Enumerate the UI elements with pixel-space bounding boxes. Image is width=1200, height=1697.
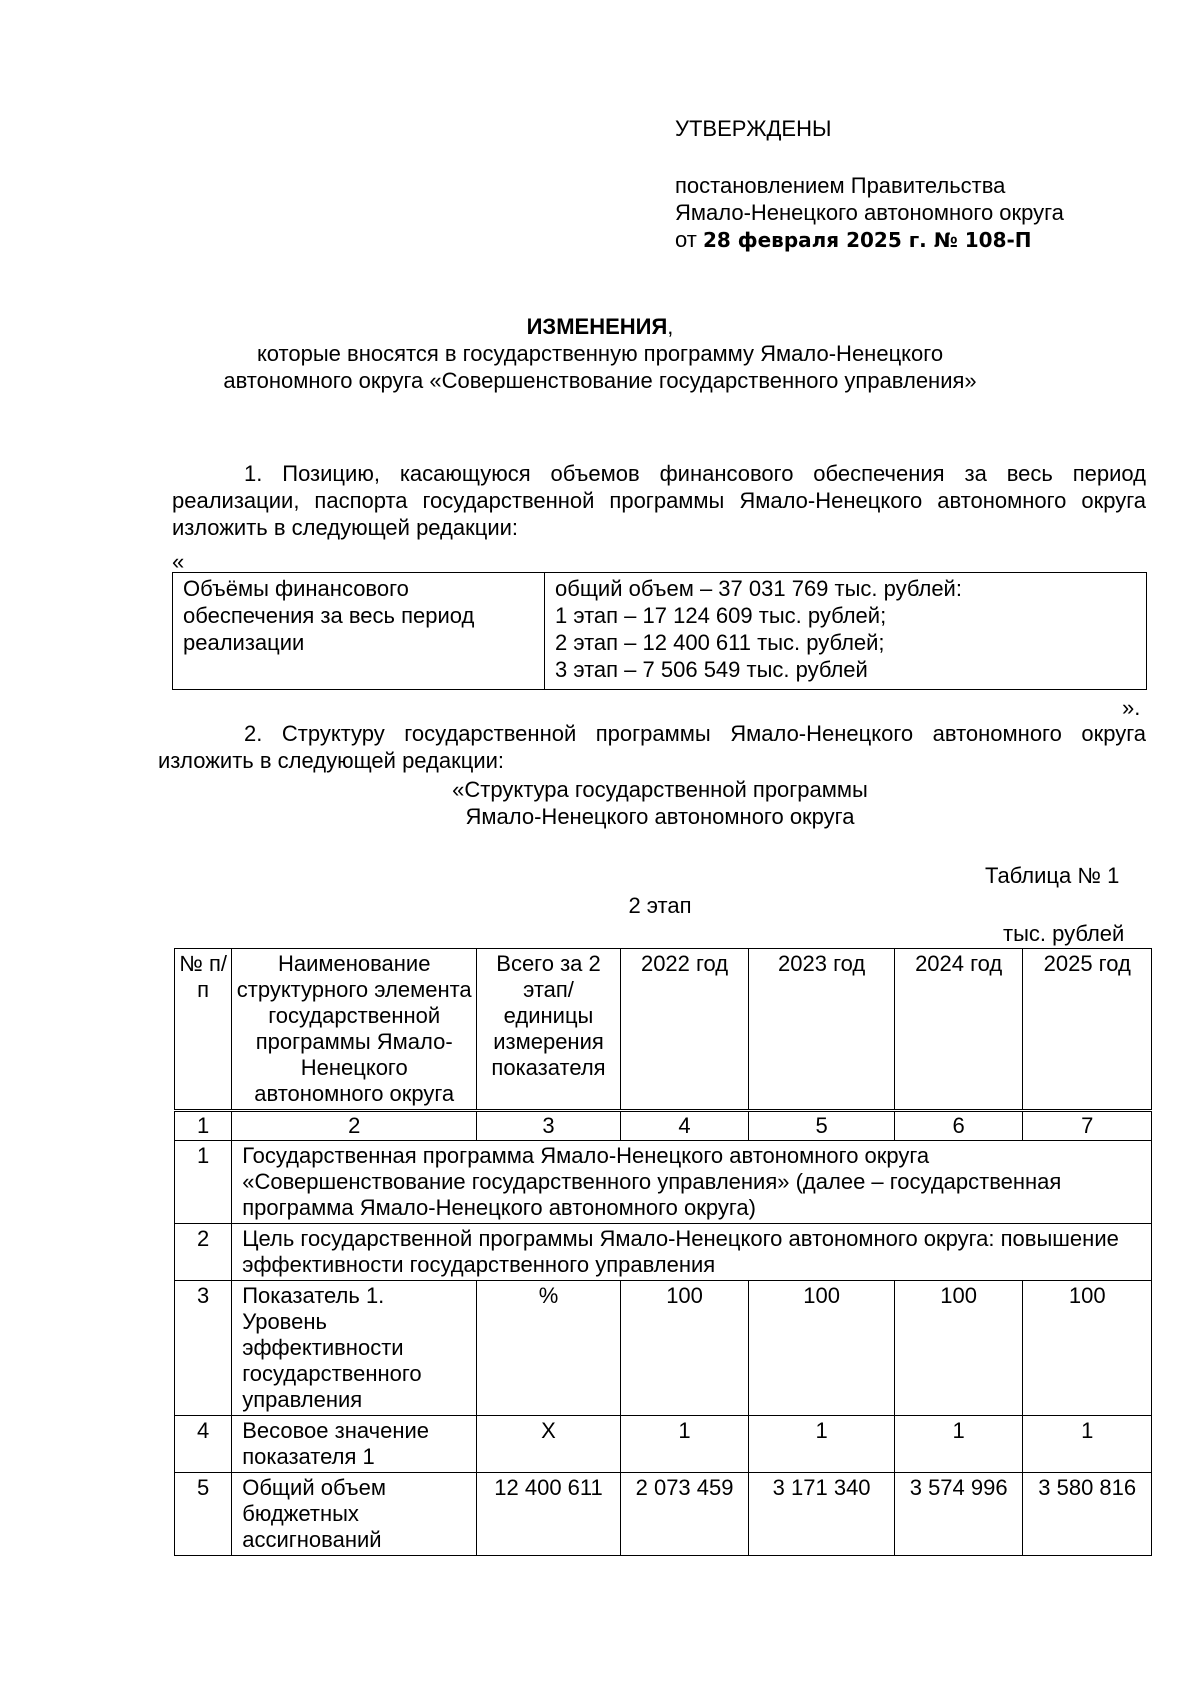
- program-goal: Цель государственной программы Ямало-Ненецкого автономного округа: повышение эффективности государственного управления: [232, 1224, 1152, 1281]
- header-number: № п/п: [175, 949, 232, 1111]
- title-heading: ИЗМЕНЕНИЯ: [526, 314, 668, 339]
- program-name: Государственная программа Ямало-Ненецкого автономного округа «Совершенствование государственного управления» (далее – государственная программа Ямало-Ненецкого автономного округа): [232, 1141, 1152, 1224]
- quote-close: ».: [1122, 695, 1141, 720]
- subtitle-line-1: «Структура государственной программы: [452, 777, 868, 802]
- table-units: тыс. рублей: [1003, 921, 1125, 946]
- title-line-3: автономного округа «Совершенствование государственного управления»: [223, 368, 977, 393]
- row-2022: 2 073 459: [620, 1473, 749, 1556]
- header-2024: 2024 год: [894, 949, 1023, 1111]
- row-number: 3: [175, 1281, 232, 1416]
- table-stage: 2 этап: [628, 893, 692, 918]
- paragraph-1: [172, 460, 1146, 541]
- financing-values: [545, 573, 1147, 690]
- approval-line-1: постановлением Правительства: [675, 173, 1006, 198]
- row-number: 4: [175, 1416, 232, 1473]
- row-2023: 1: [749, 1416, 895, 1473]
- row-total: 12 400 611: [477, 1473, 621, 1556]
- column-number: 5: [749, 1111, 895, 1141]
- row-2024: 100: [894, 1281, 1023, 1416]
- table-row: [175, 1141, 1152, 1224]
- column-number: 7: [1023, 1111, 1152, 1141]
- quote-open: «: [172, 549, 185, 574]
- row-2024: 3 574 996: [894, 1473, 1023, 1556]
- financing-label: Объёмы финансового обеспечения за весь период реализации: [173, 573, 545, 690]
- row-2022: 1: [620, 1416, 749, 1473]
- paragraph-1-number: 1.: [244, 461, 263, 486]
- approval-reference: [675, 172, 1064, 254]
- header-total: Всего за 2 этап/ единицы измерения показателя: [477, 949, 621, 1111]
- approved-stamp: УТВЕРЖДЕНЫ: [675, 116, 832, 141]
- paragraph-2-number: 2.: [244, 721, 263, 746]
- table-number: Таблица № 1: [985, 863, 1120, 888]
- structure-table: [174, 948, 1152, 1556]
- financing-stage-3: 3 этап – 7 506 549 тыс. рублей: [555, 657, 868, 682]
- header-2025: 2025 год: [1023, 949, 1152, 1111]
- decree-date-number: 28 февраля 2025 г. № 108-П: [702, 228, 1032, 252]
- row-number: 1: [175, 1141, 232, 1224]
- row-2024: 1: [894, 1416, 1023, 1473]
- column-number: 2: [232, 1111, 477, 1141]
- title-comma: ,: [667, 314, 674, 339]
- table-row: [175, 1473, 1152, 1556]
- financing-stage-2: 2 этап – 12 400 611 тыс. рублей;: [555, 630, 885, 655]
- paragraph-2: [158, 720, 1146, 774]
- financing-table: [172, 572, 1147, 690]
- table-row: [175, 1281, 1152, 1416]
- column-number: 1: [175, 1111, 232, 1141]
- title-line-2: которые вносятся в государственную программу Ямало-Ненецкого: [256, 341, 944, 366]
- row-name: Общий объем бюджетных ассигнований: [232, 1473, 477, 1556]
- column-number: 3: [477, 1111, 621, 1141]
- table-row: [175, 1224, 1152, 1281]
- structure-subtitle: [300, 776, 1020, 830]
- approval-date-line: [675, 226, 1064, 254]
- row-2025: 1: [1023, 1416, 1152, 1473]
- row-total: X: [477, 1416, 621, 1473]
- row-total: %: [477, 1281, 621, 1416]
- row-2025: 100: [1023, 1281, 1152, 1416]
- table-header-row: [175, 949, 1152, 1111]
- date-prefix: от: [675, 227, 697, 252]
- header-2023: 2023 год: [749, 949, 895, 1111]
- row-2023: 3 171 340: [749, 1473, 895, 1556]
- row-number: 5: [175, 1473, 232, 1556]
- row-number: 2: [175, 1224, 232, 1281]
- row-name: Весовое значение показателя 1: [232, 1416, 477, 1473]
- header-2022: 2022 год: [620, 949, 749, 1111]
- subtitle-line-2: Ямало-Ненецкого автономного округа: [465, 804, 855, 829]
- document-title: [170, 313, 1030, 394]
- row-2022: 100: [620, 1281, 749, 1416]
- column-number: 4: [620, 1111, 749, 1141]
- column-number: 6: [894, 1111, 1023, 1141]
- paragraph-1-text: Позицию, касающуюся объемов финансового обеспечения за весь период реализации, паспорта государственной программы Ямало-Ненецкого автономного округа изложить в следующей редакции:: [172, 461, 1146, 540]
- approval-line-2: Ямало-Ненецкого автономного округа: [675, 200, 1064, 225]
- header-name: Наименование структурного элемента государственной программы Ямало-Ненецкого автономного округа: [232, 949, 477, 1111]
- financing-stage-1: 1 этап – 17 124 609 тыс. рублей;: [555, 603, 887, 628]
- row-name: Показатель 1. Уровень эффективности государственного управления: [232, 1281, 477, 1416]
- table-row: [175, 1416, 1152, 1473]
- row-2025: 3 580 816: [1023, 1473, 1152, 1556]
- financing-total: общий объем – 37 031 769 тыс. рублей:: [555, 576, 962, 601]
- paragraph-2-text: Структуру государственной программы Ямало-Ненецкого автономного округа изложить в следующей редакции:: [158, 721, 1146, 773]
- row-2023: 100: [749, 1281, 895, 1416]
- column-number-row: [175, 1111, 1152, 1141]
